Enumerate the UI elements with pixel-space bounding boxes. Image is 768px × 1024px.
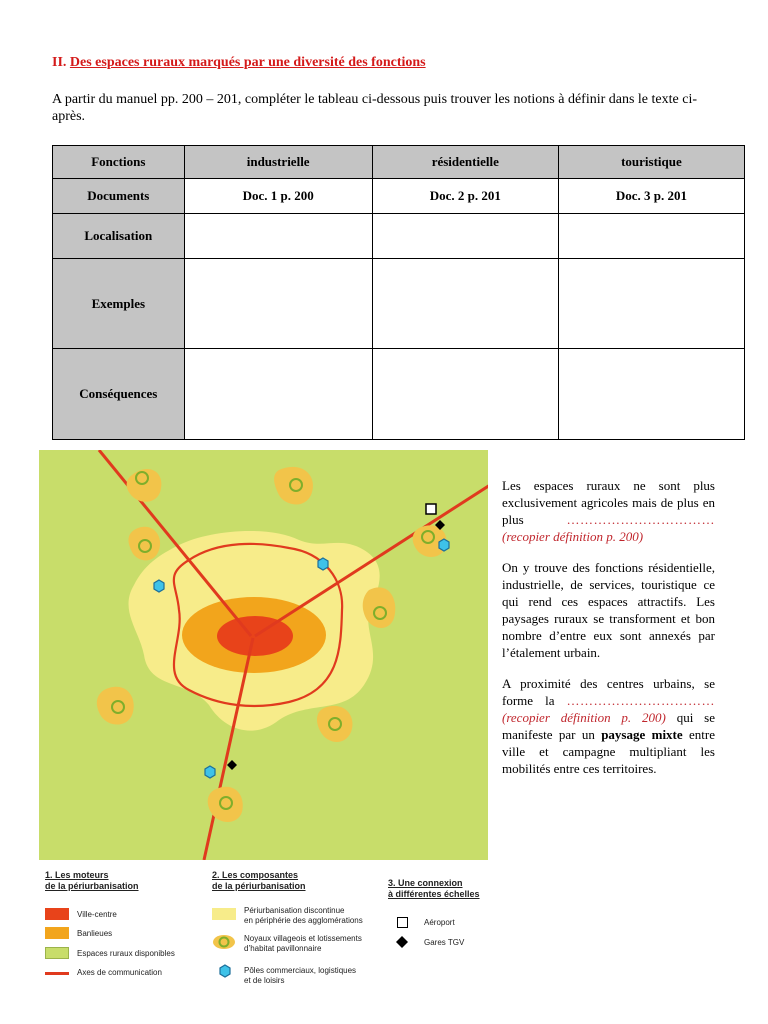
paragraph-3-end: entre ville et campagne multipliant les mobilités entre ces territoires.	[502, 727, 715, 776]
answer-cell[interactable]	[372, 349, 558, 440]
legend-section-1-title	[45, 870, 139, 892]
answer-cell[interactable]	[558, 349, 744, 440]
answer-cell[interactable]	[372, 259, 558, 349]
answer-cell[interactable]	[184, 214, 372, 259]
espaces-ruraux-swatch	[45, 947, 69, 959]
legend-item: et de loisirs	[244, 976, 285, 985]
row-label-documents: Documents	[53, 179, 185, 214]
pole-hexagon-icon	[154, 580, 164, 592]
answer-cell[interactable]	[184, 259, 372, 349]
legend-section-2-title	[212, 870, 306, 892]
section-title: Des espaces ruraux marqués par une diversité des fonctions	[69, 55, 426, 70]
paragraph-3-text: A proximité des centres urbains, se forme la	[502, 676, 715, 708]
definition-hint: (recopier définition p. 200)	[502, 529, 644, 544]
village-circle-icon	[212, 934, 236, 950]
axis-line-swatch	[45, 972, 69, 975]
table-header-industrielle: industrielle	[184, 146, 372, 179]
section-number: II.	[52, 55, 67, 70]
periurban-swatch	[212, 908, 236, 920]
paragraph-1-text: Les espaces ruraux ne sont plus exclusivement agricoles mais de plus en plus	[502, 478, 715, 527]
legend-item: Noyaux villageois et lotissements	[244, 934, 362, 943]
legend-item: Ville-centre	[77, 910, 117, 919]
legend-item: en périphérie des agglomérations	[244, 916, 363, 925]
paragraph-3-continued: qui se manifeste par un	[502, 710, 716, 742]
legend-title-line: 1. Les moteurs	[45, 870, 109, 880]
functions-table	[52, 145, 745, 440]
table-header-fonctions: Fonctions	[53, 146, 185, 179]
banlieues-swatch	[45, 927, 69, 939]
row-label-localisation: Localisation	[53, 214, 185, 259]
legend-item: d’habitat pavillonnaire	[244, 944, 322, 953]
legend-section-3-title	[388, 878, 480, 900]
legend-item: Périurbanisation discontinue	[244, 906, 345, 915]
fill-blank-dots: ……………………………	[566, 693, 716, 708]
ville-centre-swatch	[45, 908, 69, 920]
legend-title-line: de la périurbanisation	[212, 881, 306, 891]
legend-item: Banlieues	[77, 929, 113, 938]
legend-title-line: 3. Une connexion	[388, 878, 463, 888]
table-header-residentielle: résidentielle	[372, 146, 558, 179]
answer-cell[interactable]	[372, 214, 558, 259]
side-text	[502, 477, 715, 791]
legend-item: Gares TGV	[424, 938, 465, 947]
paragraph-3	[502, 675, 715, 777]
instructions-text: A partir du manuel pp. 200 – 201, compléter le tableau ci-dessous puis trouver les notions à définir dans le texte ci-après.	[52, 92, 697, 124]
definition-hint: (recopier définition p. 200)	[502, 710, 666, 725]
legend-title-line: 2. Les composantes	[212, 870, 299, 880]
paragraph-1	[502, 477, 715, 545]
doc-cell-touristique: Doc. 3 p. 201	[558, 179, 744, 214]
pole-hexagon-icon	[439, 539, 449, 551]
doc-cell-residentielle: Doc. 2 p. 201	[372, 179, 558, 214]
legend-title-line: à différentes échelles	[388, 889, 480, 899]
pole-hexagon-icon	[318, 558, 328, 570]
tgv-diamond-icon	[396, 936, 408, 948]
table-header-touristique: touristique	[558, 146, 744, 179]
doc-cell-industrielle: Doc. 1 p. 200	[184, 179, 372, 214]
answer-cell[interactable]	[184, 349, 372, 440]
airport-square-icon	[397, 917, 408, 928]
airport-square-icon	[426, 504, 436, 514]
answer-cell[interactable]	[558, 259, 744, 349]
row-label-consequences: Conséquences	[53, 349, 185, 440]
row-label-exemples: Exemples	[53, 259, 185, 349]
paysage-mixte-term: paysage mixte	[601, 727, 683, 742]
pole-hexagon-icon	[218, 964, 232, 978]
legend-title-line: de la périurbanisation	[45, 881, 139, 891]
fill-blank-dots: ……………………………	[566, 512, 715, 527]
legend-item: Axes de communication	[77, 968, 162, 977]
legend-item: Pôles commerciaux, logistiques	[244, 966, 357, 975]
legend-item: Aéroport	[424, 918, 455, 927]
paragraph-2: On y trouve des fonctions résidentielle, industrielle, de services, touristique ce qui rend ces espaces attractifs. Les paysages ruraux se transforment et bon nombre d’entre eux sont annexés par l’étalement urbain.	[502, 560, 715, 660]
answer-cell[interactable]	[558, 214, 744, 259]
periurbanisation-map	[39, 450, 488, 860]
pole-hexagon-icon	[205, 766, 215, 778]
map-legend	[39, 866, 488, 996]
legend-item: Espaces ruraux disponibles	[77, 949, 175, 958]
section-heading	[52, 55, 426, 71]
